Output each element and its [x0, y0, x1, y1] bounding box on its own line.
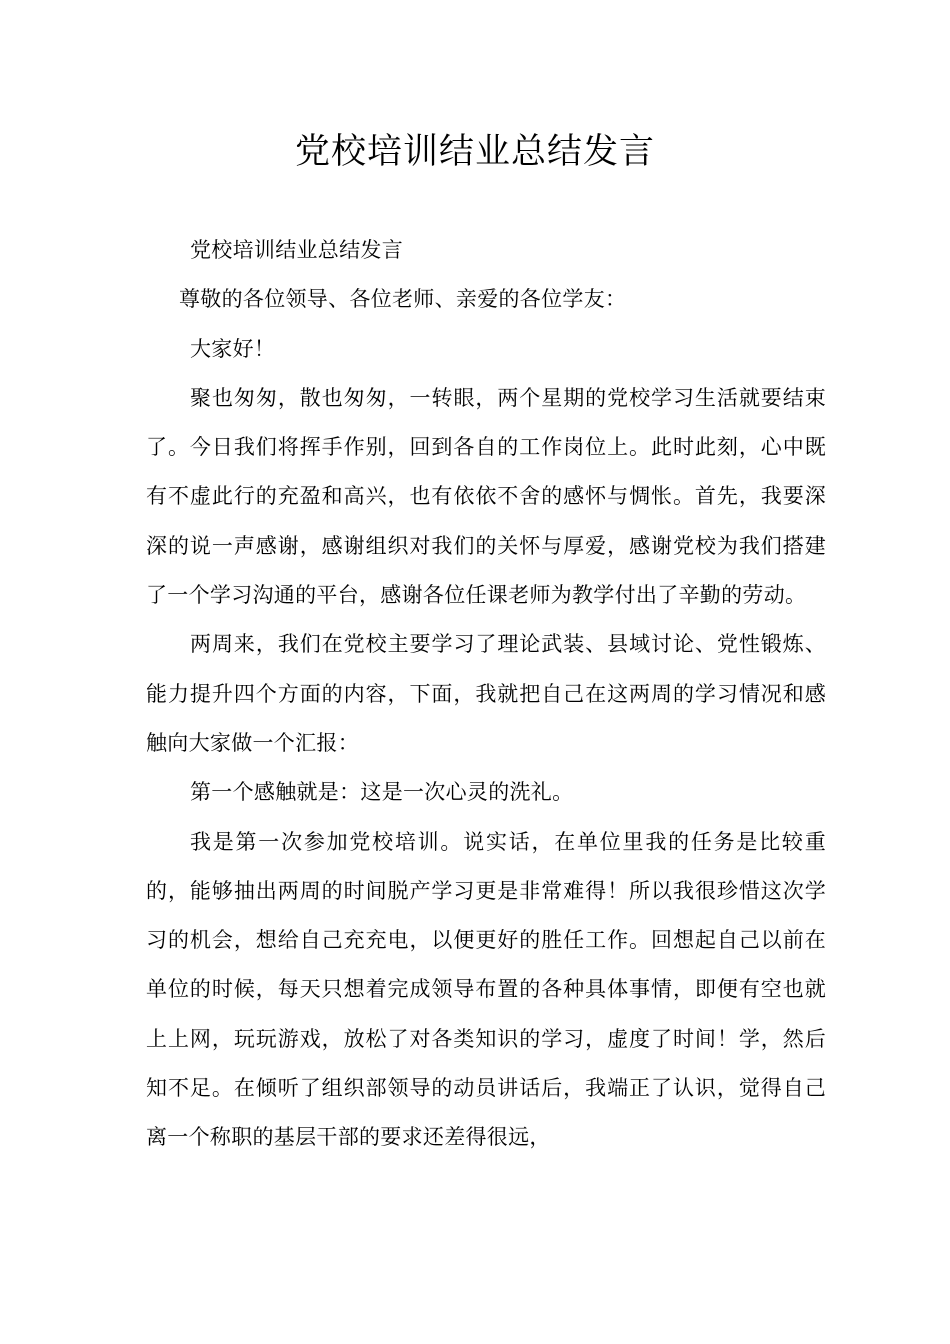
- paragraph-thanks: 聚也匆匆，散也匆匆，一转眼，两个星期的党校学习生活就要结束了。今日我们将挥手作别，回到各自的工作岗位上。此时此刻，心中既有不虚此行的充盈和高兴，也有依依不舍的感怀与惆怅。首先，我要深深的说一声感谢，感谢组织对我们的关怀与厚爱，感谢党校为我们搭建了一个学习沟通的平台，感谢各位任课老师为教学付出了辛勤的劳动。: [146, 385, 826, 608]
- paragraph-reflection: 我是第一次参加党校培训。说实话，在单位里我的任务是比较重的，能够抽出两周的时间脱产学习更是非常难得！所以我很珍惜这次学习的机会，想给自己充充电，以便更好的胜任工作。回想起自己以前在单位的时候，每天只想着完成领导布置的各种具体事情，即便有空也就上上网，玩玩游戏，放松了对各类知识的学习，虚度了时间！学，然后知不足。在倾听了组织部领导的动员讲话后，我端正了认识，觉得自己离一个称职的基层干部的要求还差得很远，: [146, 829, 826, 1150]
- greeting: 大家好！: [190, 336, 276, 361]
- speech-heading: 党校培训结业总结发言: [190, 238, 403, 262]
- document-title: 党校培训结业总结发言: [294, 132, 655, 172]
- paragraph-overview: 两周来，我们在党校主要学习了理论武装、县域讨论、党性锻炼、能力提升四个方面的内容，下面，我就把自己在这两周的学习情况和感触向大家做一个汇报：: [146, 632, 826, 755]
- paragraph-first-insight: 第一个感触就是：这是一次心灵的洗礼。: [190, 780, 574, 805]
- salutation: 尊敬的各位领导、各位老师、亲爱的各位学友：: [179, 287, 627, 312]
- document-body: [146, 226, 826, 1163]
